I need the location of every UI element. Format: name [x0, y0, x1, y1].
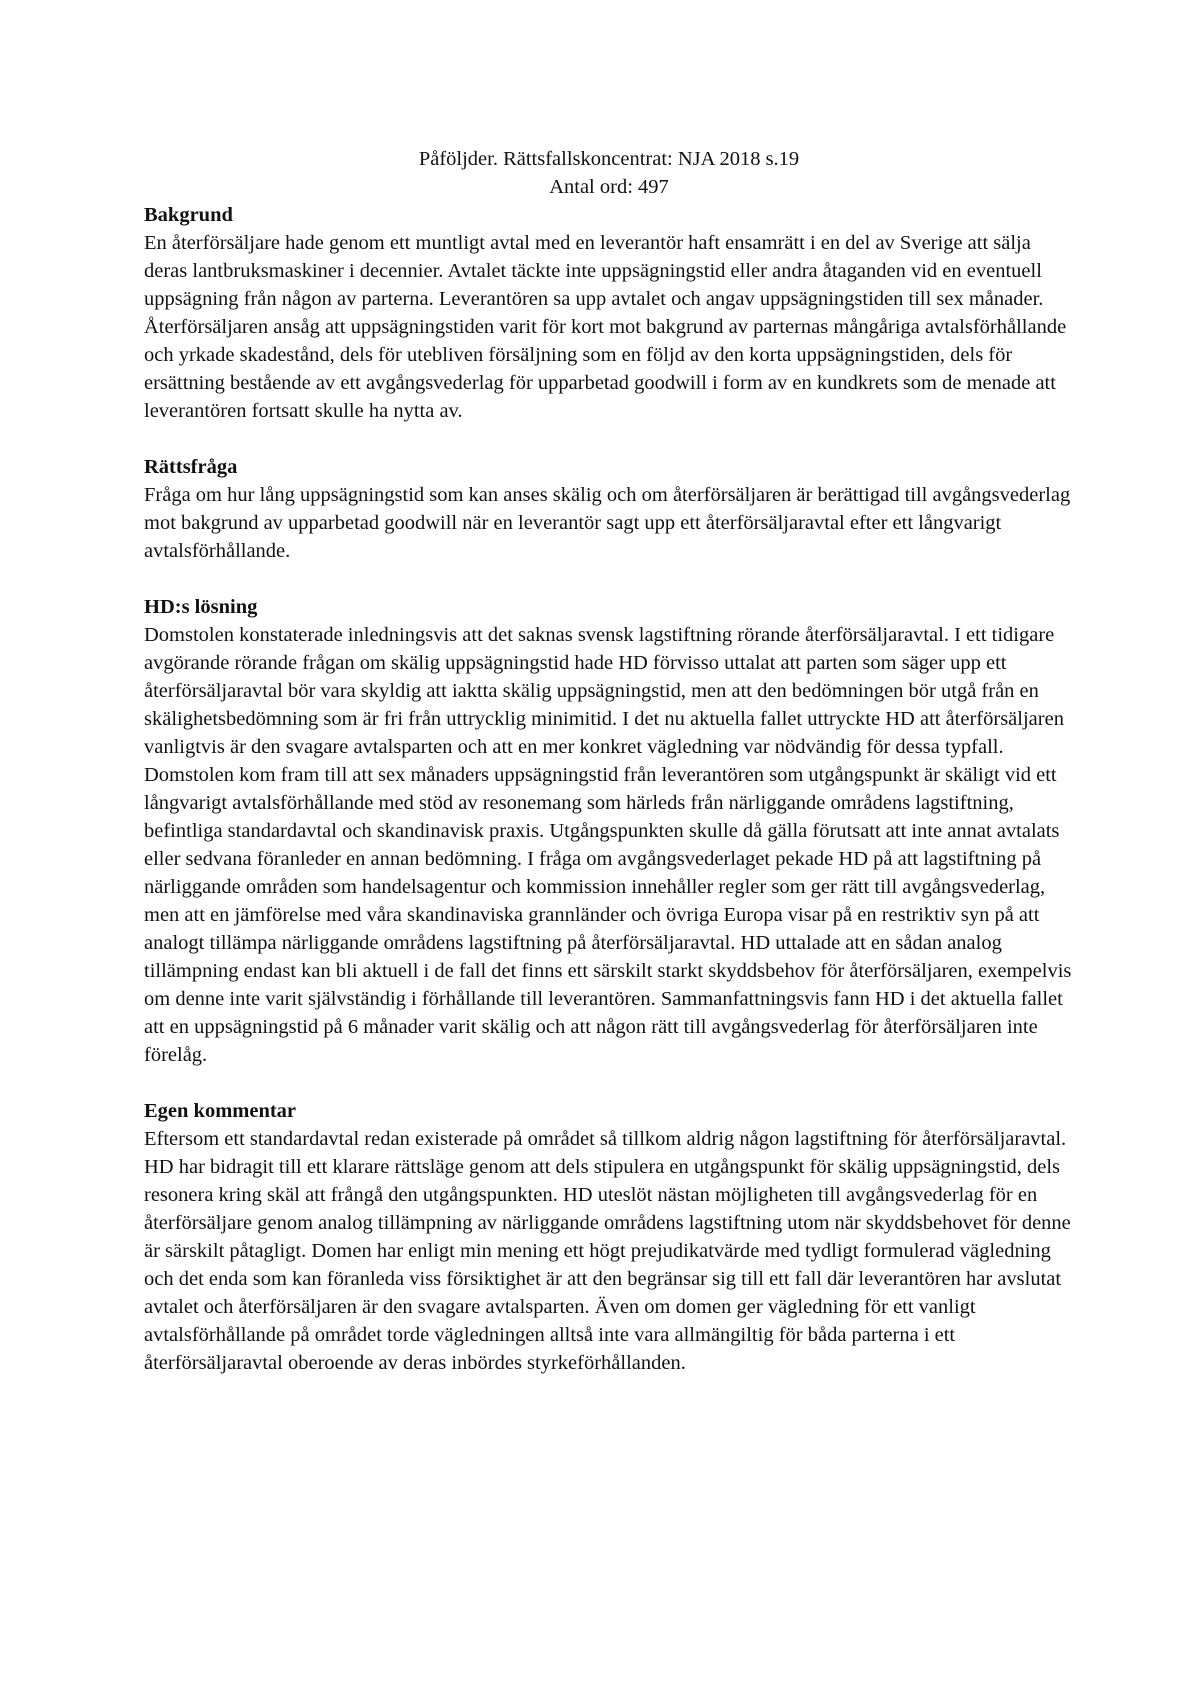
- section-heading: Egen kommentar: [144, 1100, 297, 1122]
- section-bakgrund: [144, 201, 1074, 425]
- section-egen-kommentar: [144, 1097, 1074, 1377]
- section-heading: Rättsfråga: [144, 456, 238, 478]
- section-body: Eftersom ett standardavtal redan existerade på området så tillkom aldrig någon lagstiftning för återförsäljaravtal. HD har bidragit till ett klarare rättsläge genom att dels stipulera en utgångspunkt för skälig uppsägningstid, dels resonera kring skäl att frångå den utgångspunkten. HD uteslöt nästan möjligheten till avgångsvederlag för en återförsäljare genom analog tillämpning av närliggande områdens lagstiftning utom när skyddsbehovet för denne är särskilt påtagligt. Domen har enligt min mening ett högt prejudikatvärde med tydligt formulerad vägledning och det enda som kan föranleda viss försiktighet är att den begränsar sig till ett fall där leverantören har avslutat avtalet och återförsäljaren är den svagare avtalsparten. Även om domen ger vägledning för ett vanligt avtalsförhållande på området torde vägledningen alltså inte vara allmängiltig för båda parterna i ett återförsäljaravtal oberoende av deras inbördes styrkeförhållanden.: [144, 1128, 1071, 1374]
- word-count: Antal ord: 497: [549, 176, 669, 198]
- document-title: Påföljder. Rättsfallskoncentrat: NJA 2018 s.19: [418, 148, 800, 170]
- section-heading: HD:s lösning: [144, 596, 258, 618]
- document-header: [144, 145, 1074, 201]
- section-body: En återförsäljare hade genom ett muntligt avtal med en leverantör haft ensamrätt i en del av Sverige att sälja deras lantbruksmaskiner i decennier. Avtalet täckte inte uppsägningstid eller andra åtaganden vid en eventuell uppsägning från någon av parterna. Leverantören sa upp avtalet och angav uppsägningstiden till sex månader. Återförsäljaren ansåg att uppsägningstiden varit för kort mot bakgrund av parternas mångåriga avtalsförhållande och yrkade skadestånd, dels för utebliven försäljning som en följd av den korta uppsägningstiden, dels för ersättning bestående av ett avgångsvederlag för upparbetad goodwill i form av en kundkrets som de menade att leverantören fortsatt skulle ha nytta av.: [144, 232, 1067, 422]
- section-hds-losning: [144, 593, 1074, 1069]
- section-rattsfraga: [144, 453, 1074, 565]
- section-body: Fråga om hur lång uppsägningstid som kan anses skälig och om återförsäljaren är berättigad till avgångsvederlag mot bakgrund av upparbetad goodwill när en leverantör sagt upp ett återförsäljaravtal efter ett långvarigt avtalsförhållande.: [144, 484, 1071, 562]
- section-body: Domstolen konstaterade inledningsvis att det saknas svensk lagstiftning rörande återförsäljaravtal. I ett tidigare avgörande rörande frågan om skälig uppsägningstid hade HD förvisso uttalat att parten som säger upp ett återförsäljaravtal bör vara skyldig att iaktta skälig uppsägningstid, men att den bedömningen bör utgå från en skälighetsbedömning som är fri från uttrycklig minimitid. I det nu aktuella fallet uttryckte HD att återförsäljaren vanligtvis är den svagare avtalsparten och att en mer konkret vägledning var nödvändig för dessa typfall. Domstolen kom fram till att sex månaders uppsägningstid från leverantören som utgångspunkt är skäligt vid ett långvarigt avtalsförhållande med stöd av resonemang som härleds från närliggande områdens lagstiftning, befintliga standardavtal och skandinavisk praxis. Utgångspunkten skulle då gälla förutsatt att inte annat avtalats eller sedvana föranleder en annan bedömning. I fråga om avgångsvederlaget pekade HD på att lagstiftning på närliggande områden som handelsagentur och kommission innehåller regler som ger rätt till avgångsvederlag, men att en jämförelse med våra skandinaviska grannländer och övriga Europa visar på en restriktiv syn på att analogt tillämpa närliggande områdens lagstiftning på återförsäljaravtal. HD uttalade att en sådan analog tillämpning endast kan bli aktuell i de fall det finns ett särskilt starkt skyddsbehov för återförsäljaren, exempelvis om denne inte varit självständig i förhållande till leverantören. Sammanfattningsvis fann HD i det aktuella fallet att en uppsägningstid på 6 månader varit skälig och att någon rätt till avgångsvederlag för återförsäljaren inte förelåg.: [144, 624, 1072, 1066]
- document-page: [144, 145, 1074, 1377]
- section-heading: Bakgrund: [144, 204, 233, 226]
